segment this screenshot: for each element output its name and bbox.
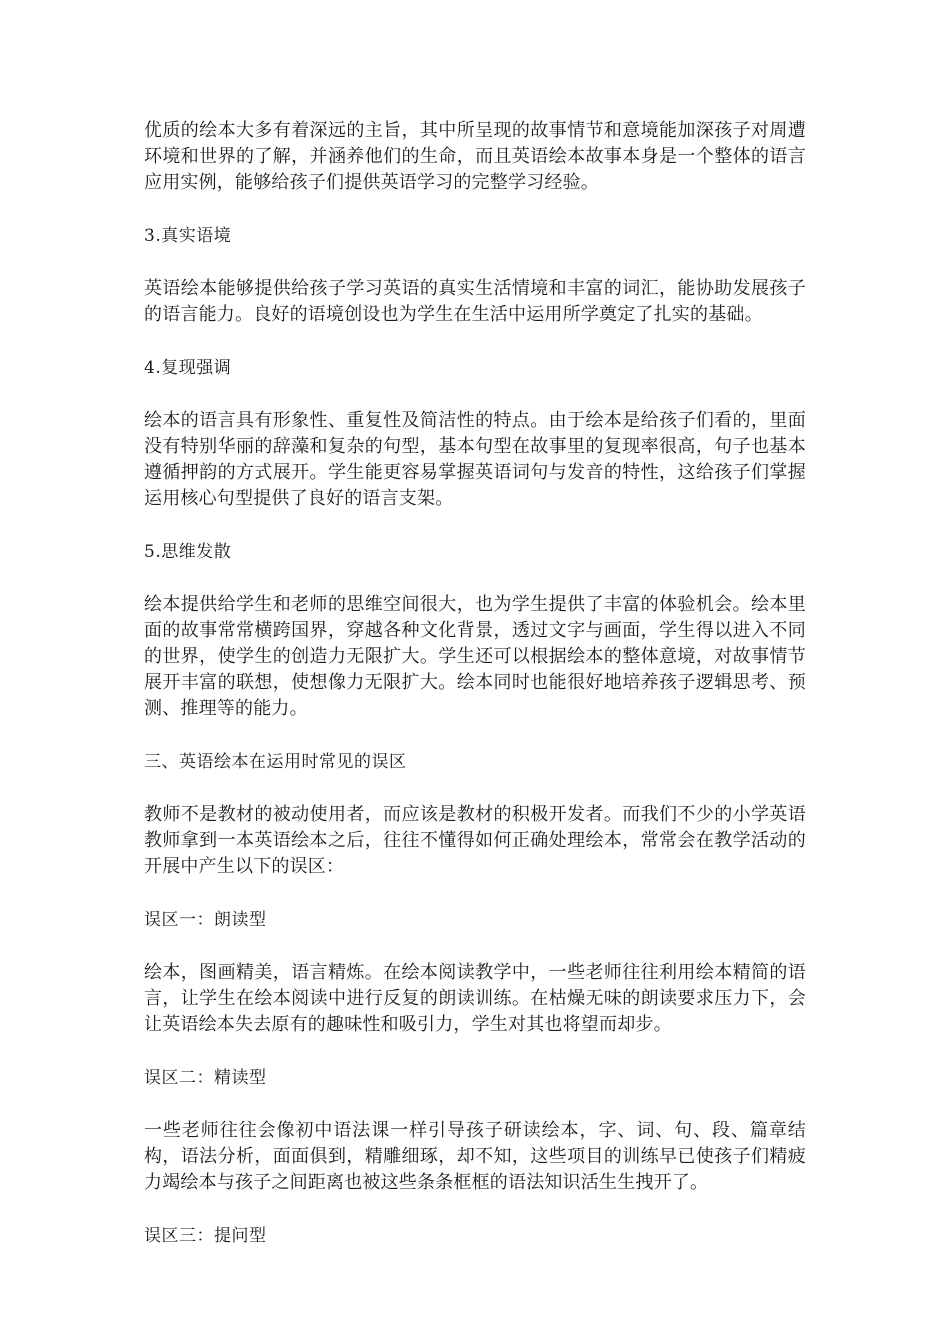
document-body: [144, 118, 806, 1276]
paragraph-divergent-thinking: 绘本提供给学生和老师的思维空间很大，也为学生提供了丰富的体验机会。绘本里面的故事常常横跨国界，穿越各种文化背景，透过文字与画面，学生得以进入不同的世界，使学生的创造力无限扩大。学生还可以根据绘本的整体意境，对故事情节展开丰富的联想，使想像力无限扩大。绘本同时也能很好地培养孩子逻辑思考、预测、推理等的能力。: [144, 594, 806, 719]
heading-misconception-3: 误区三：提问型: [144, 1226, 267, 1246]
paragraph-common-misconceptions: 教师不是教材的被动使用者，而应该是教材的积极开发者。而我们不少的小学英语教师拿到一本英语绘本之后，往往不懂得如何正确处理绘本，常常会在教学活动的开展中产生以下的误区：: [144, 804, 806, 877]
heading-repetition: 4.复现强调: [144, 358, 232, 378]
paragraph-misconception-2: 一些老师往往会像初中语法课一样引导孩子研读绘本，字、词、句、段、篇章结构，语法分析，面面俱到，精雕细琢，却不知，这些项目的训练早已使孩子们精疲力竭绘本与孩子之间距离也被这些条条框框的语法知识活生生拽开了。: [144, 1120, 806, 1193]
heading-misconception-1: 误区一：朗读型: [144, 910, 267, 930]
paragraph-picture-book-themes: 优质的绘本大多有着深远的主旨，其中所呈现的故事情节和意境能加深孩子对周遭环境和世界的了解，并涵养他们的生命，而且英语绘本故事本身是一个整体的语言应用实例，能够给孩子们提供英语学习的完整学习经验。: [144, 120, 806, 193]
heading-real-context: 3.真实语境: [144, 226, 232, 246]
heading-divergent-thinking: 5.思维发散: [144, 542, 232, 562]
heading-misconception-2: 误区二：精读型: [144, 1068, 267, 1088]
paragraph-real-context: 英语绘本能够提供给孩子学习英语的真实生活情境和丰富的词汇，能协助发展孩子的语言能力。良好的语境创设也为学生在生活中运用所学奠定了扎实的基础。: [144, 278, 806, 325]
paragraph-repetition: 绘本的语言具有形象性、重复性及简洁性的特点。由于绘本是给孩子们看的，里面没有特别华丽的辞藻和复杂的句型，基本句型在故事里的复现率很高，句子也基本遵循押韵的方式展开。学生能更容易掌握英语词句与发音的特性，这给孩子们掌握运用核心句型提供了良好的语言支架。: [144, 410, 806, 509]
heading-common-misconceptions: 三、英语绘本在运用时常见的误区: [144, 752, 407, 772]
paragraph-misconception-1: 绘本，图画精美，语言精炼。在绘本阅读教学中，一些老师往往利用绘本精简的语言，让学生在绘本阅读中进行反复的朗读训练。在枯燥无味的朗读要求压力下，会让英语绘本失去原有的趣味性和吸引力，学生对其也将望而却步。: [144, 962, 806, 1035]
